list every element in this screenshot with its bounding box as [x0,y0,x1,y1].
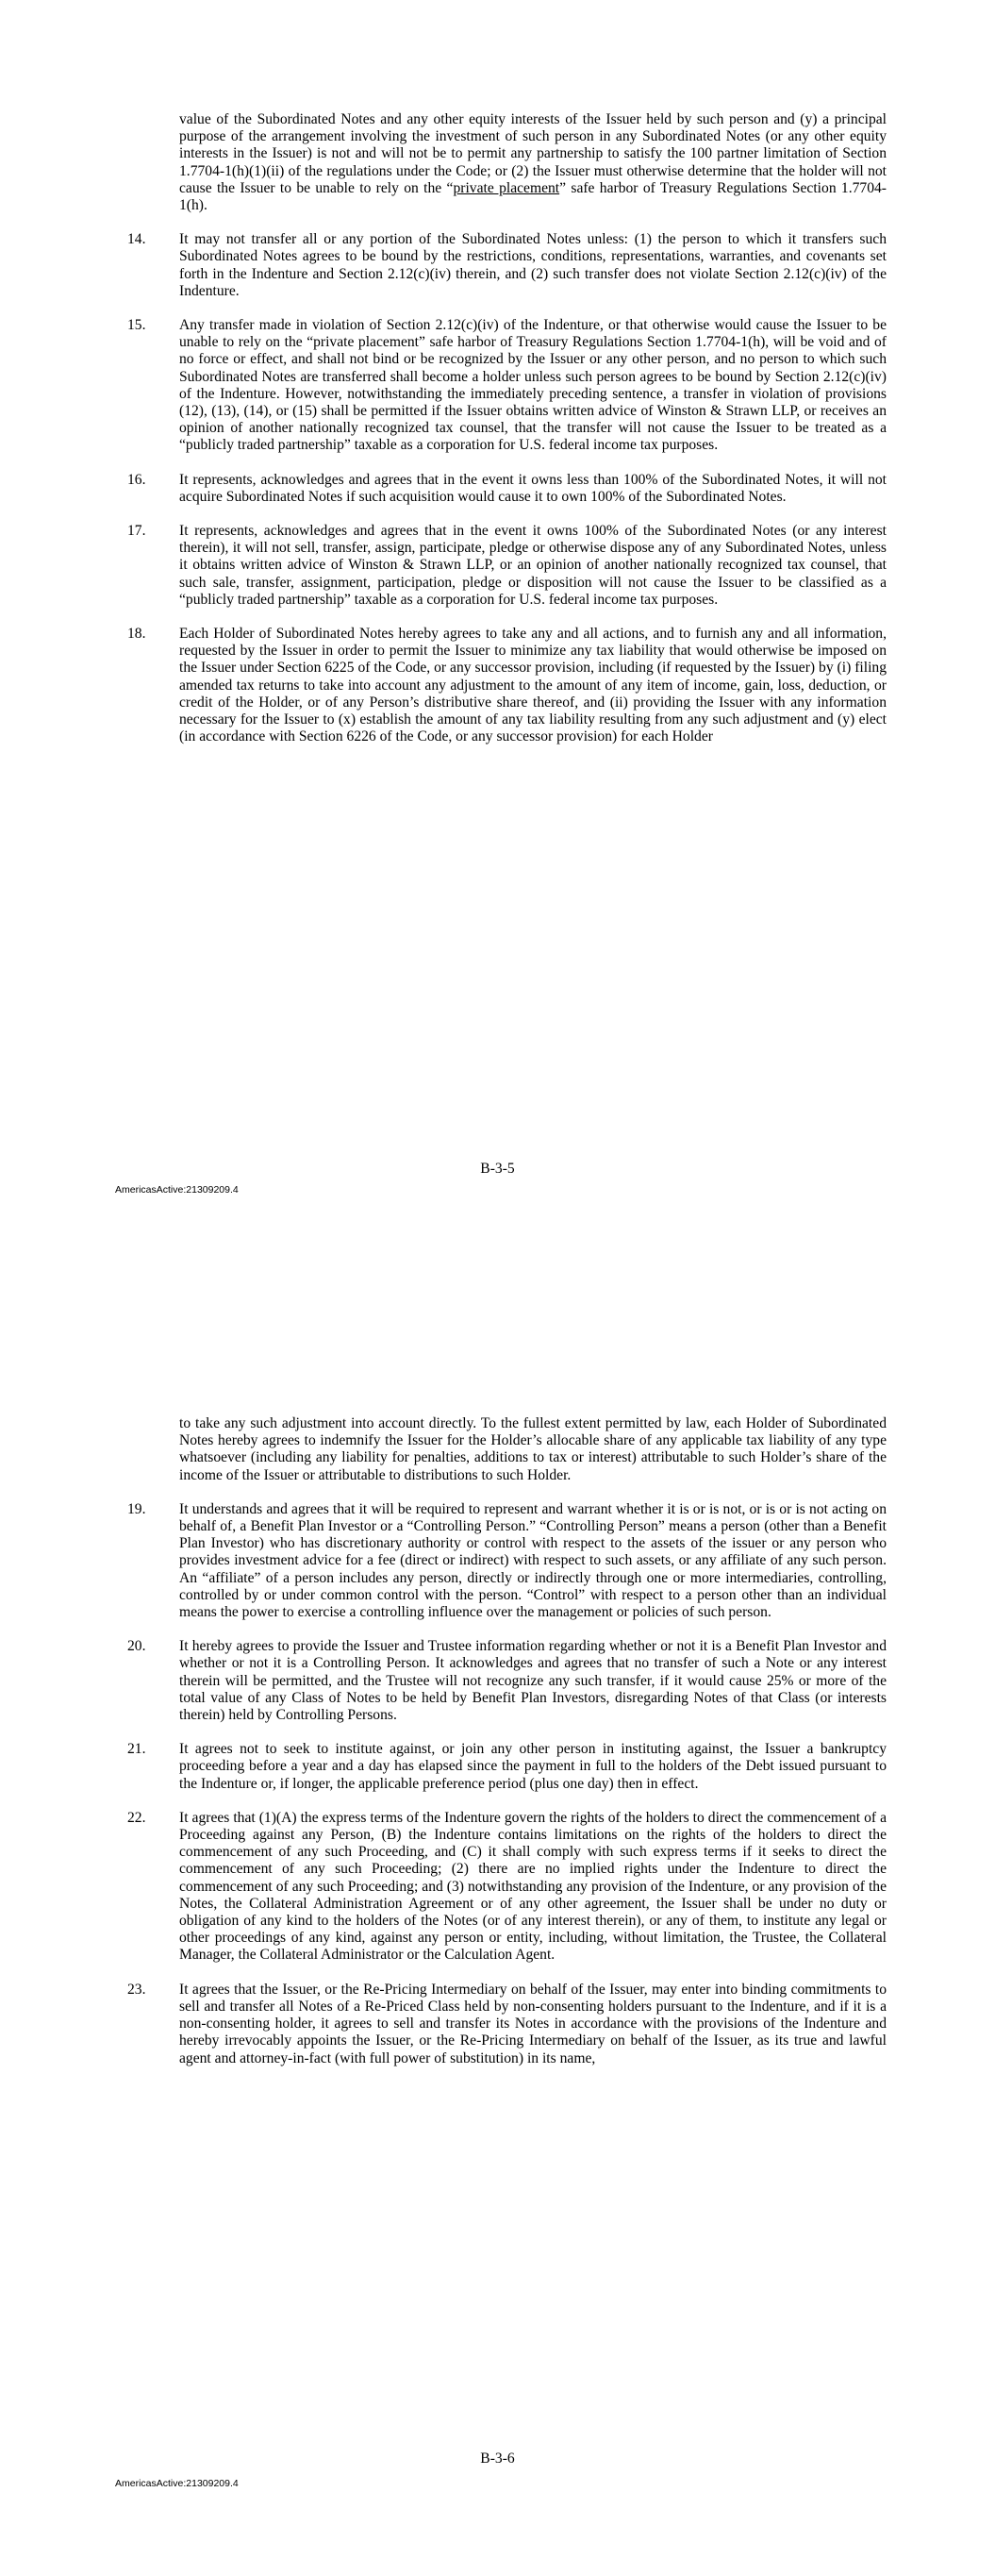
numbered-item-16 [127,472,887,506]
item-text: It agrees that (1)(A) the express terms of the Indenture govern the rights of the holders to direct the commencement of a Proceeding against any Person, (B) the Indenture contains limitations on the rights of the holders to direct the commencement of any such Proceeding, and (C) it shall comply with such express terms if it seeks to direct the commencement of any such Proceeding; (2) there are no implied rights under the Indenture to direct the commencement of any such Proceeding; and (3) notwithstanding any provision of the Indenture, or any provision of the Notes, the Collateral Administration Agreement or of any other agreement, the Issuer shall be under no duty or obligation of any kind to the holders of the Notes (or of any interest therein), or any of them, to institute any legal or other proceedings of any kind, against any person or entity, including, without limitation, the Trustee, the Collateral Manager, the Collateral Administrator or the Calculation Agent. [179,1809,887,1964]
document-id-footer: AmericasActive:21309209.4 [115,2478,239,2489]
numbered-item-21 [127,1741,887,1793]
page-number: B-3-5 [480,1161,515,1177]
continuation-paragraph: value of the Subordinated Notes and any other equity interests of the Issuer held by such person and (y) a principal purpose of the arrangement involving the investment of such person in any Subordinated Notes (or any other equity interests in the Issuer) is not and will not be to permit any partnership to satisfy the 100 partner limitation of Section 1.7704-1(h)(1)(ii) of the regulations under the Code; or (2) the Issuer must otherwise determine that the holder will not cause the Issuer to be unable to rely on the “private placement” safe harbor of Treasury Regulations Section 1.7704-1(h). [179,111,887,214]
item-number: 15. [127,317,146,334]
item-text: It represents, acknowledges and agrees that in the event it owns 100% of the Subordinated Notes (or any interest therein), it will not sell, transfer, assign, participate, pledge or otherwise dispose any of any Subordinated Notes, unless it obtains written advice of Winston & Strawn LLP, or an opinion of another nationally recognized tax counsel, that such sale, transfer, assignment, participation, pledge or disposition will not cause the Issuer to be classified as a “publicly traded partnership” taxable as a corporation for U.S. federal income tax purposes. [179,523,887,608]
page-content [127,111,887,763]
numbered-item-20 [127,1638,887,1724]
item-number: 14. [127,231,146,248]
numbered-item-23 [127,1982,887,2067]
item-text: It hereby agrees to provide the Issuer and Trustee information regarding whether or not it is a Benefit Plan Investor and whether or not it is a Controlling Person. It acknowledges and agrees that no transfer of such a Note or any interest therein will be permitted, and the Trustee will not recognize any such transfer, if it would cause 25% or more of the total value of any Class of Notes to be held by Benefit Plan Investors, disregarding Notes of that Class (or interests therein) held by Controlling Persons. [179,1638,887,1724]
item-number: 19. [127,1500,146,1517]
document-id-footer: AmericasActive:21309209.4 [115,1184,239,1196]
page-content [127,1415,887,2084]
item-number: 23. [127,1981,146,1998]
item-text: It represents, acknowledges and agrees that in the event it owns less than 100% of the Subordinated Notes, it will not acquire Subordinated Notes if such acquisition would cause it to own 100% of the Subordinated Notes. [179,471,887,505]
item-number: 18. [127,626,146,643]
item-number: 22. [127,1809,146,1826]
item-number: 17. [127,523,146,540]
numbered-item-14 [127,231,887,300]
numbered-item-22 [127,1810,887,1965]
item-text: It agrees that the Issuer, or the Re-Pricing Intermediary on behalf of the Issuer, may enter into binding commitments to sell and transfer all Notes of a Re-Priced Class held by non-consenting holders pursuant to the Indenture, and if it is a non-consenting holder, it agrees to sell and transfer its Notes in accordance with the provisions of the Indenture and hereby irrevocably appoints the Issuer, or the Re-Pricing Intermediary on behalf of the Issuer, as its true and lawful agent and attorney-in-fact (with full power of substitution) in its name, [179,1981,887,2066]
item-number: 21. [127,1741,146,1758]
numbered-item-19 [127,1501,887,1621]
item-number: 16. [127,471,146,488]
item-text: It agrees not to seek to institute against, or join any other person in instituting against, the Issuer a bankruptcy proceeding before a year and a day has elapsed since the payment in full to the holders of the Debt issued pursuant to the Indenture or, if longer, the applicable preference period (plus one day) then in effect. [179,1741,887,1792]
item-text: Any transfer made in violation of Section 2.12(c)(iv) of the Indenture, or that otherwise would cause the Issuer to be unable to rely on the “private placement” safe harbor of Treasury Regulations Section 1.7704-1(h), will be void and of no force or effect, and shall not bind or be recognized by the Issuer or any other person, and no person to which such Subordinated Notes are transferred shall become a holder unless such person agrees to be bound by Section 2.12(c)(iv) of the Indenture. However, notwithstanding the immediately preceding sentence, a transfer in violation of provisions (12), (13), (14), or (15) shall be permitted if the Issuer obtains written advice of Winston & Strawn LLP, or receives an opinion of another nationally recognized tax counsel, that the transfer will not cause the Issuer to be treated as a “publicly traded partnership” taxable as a corporation for U.S. federal income tax purposes. [179,317,887,454]
numbered-item-18 [127,626,887,745]
continuation-paragraph: to take any such adjustment into account directly. To the fullest extent permitted by law, each Holder of Subordinated Notes hereby agrees to indemnify the Issuer for the Holder’s allocable share of any applicable tax liability of any type whatsoever (including any liability for penalties, additions to tax or interest) attributable to such Holder’s share of the income of the Issuer or attributable to distributions to such Holder. [179,1415,887,1483]
item-text: It understands and agrees that it will be required to represent and warrant whether it is or is not, or is or is not acting on behalf of, a Benefit Plan Investor or a “Controlling Person.” “Controlling Person” means a person (other than a Benefit Plan Investor) who has discretionary authority or control with respect to the assets of the issuer or any person who provides investment advice for a fee (direct or indirect) with respect to such assets, or any affiliate of any such person. An “affiliate” of a person includes any person, directly or indirectly through one or more intermediaries, controlling, controlled by or under common control with the person. “Control” with respect to a person other than an individual means the power to exercise a controlling influence over the management or policies of such person. [179,1500,887,1621]
numbered-item-15 [127,317,887,455]
page-b-3-6 [0,1288,995,2576]
page-number: B-3-6 [480,2451,515,2467]
item-text: It may not transfer all or any portion of the Subordinated Notes unless: (1) the person to which it transfers such Subordinated Notes agrees to be bound by the restrictions, conditions, representations, warranties, and covenants set forth in the Indenture and Section 2.12(c)(iv) therein, and (2) such transfer does not violate Section 2.12(c)(iv) of the Indenture. [179,231,887,299]
underlined-term: private placement [453,179,560,196]
numbered-item-17 [127,523,887,609]
item-number: 20. [127,1638,146,1655]
item-text: Each Holder of Subordinated Notes hereby agrees to take any and all actions, and to furnish any and all information, requested by the Issuer in order to permit the Issuer to minimize any tax liability that would otherwise be imposed on the Issuer under Section 6225 of the Code, or any successor provision, including (if requested by the Issuer) by (i) filing amended tax returns to take into account any adjustment to the amount of any item of income, gain, loss, deduction, or credit of the Holder, or of any Person’s distributive share thereof, and (ii) providing the Issuer with any information necessary for the Issuer to (x) establish the amount of any tax liability resulting from any such adjustment and (y) elect (in accordance with Section 6226 of the Code, or any successor provision) for each Holder [179,626,887,745]
